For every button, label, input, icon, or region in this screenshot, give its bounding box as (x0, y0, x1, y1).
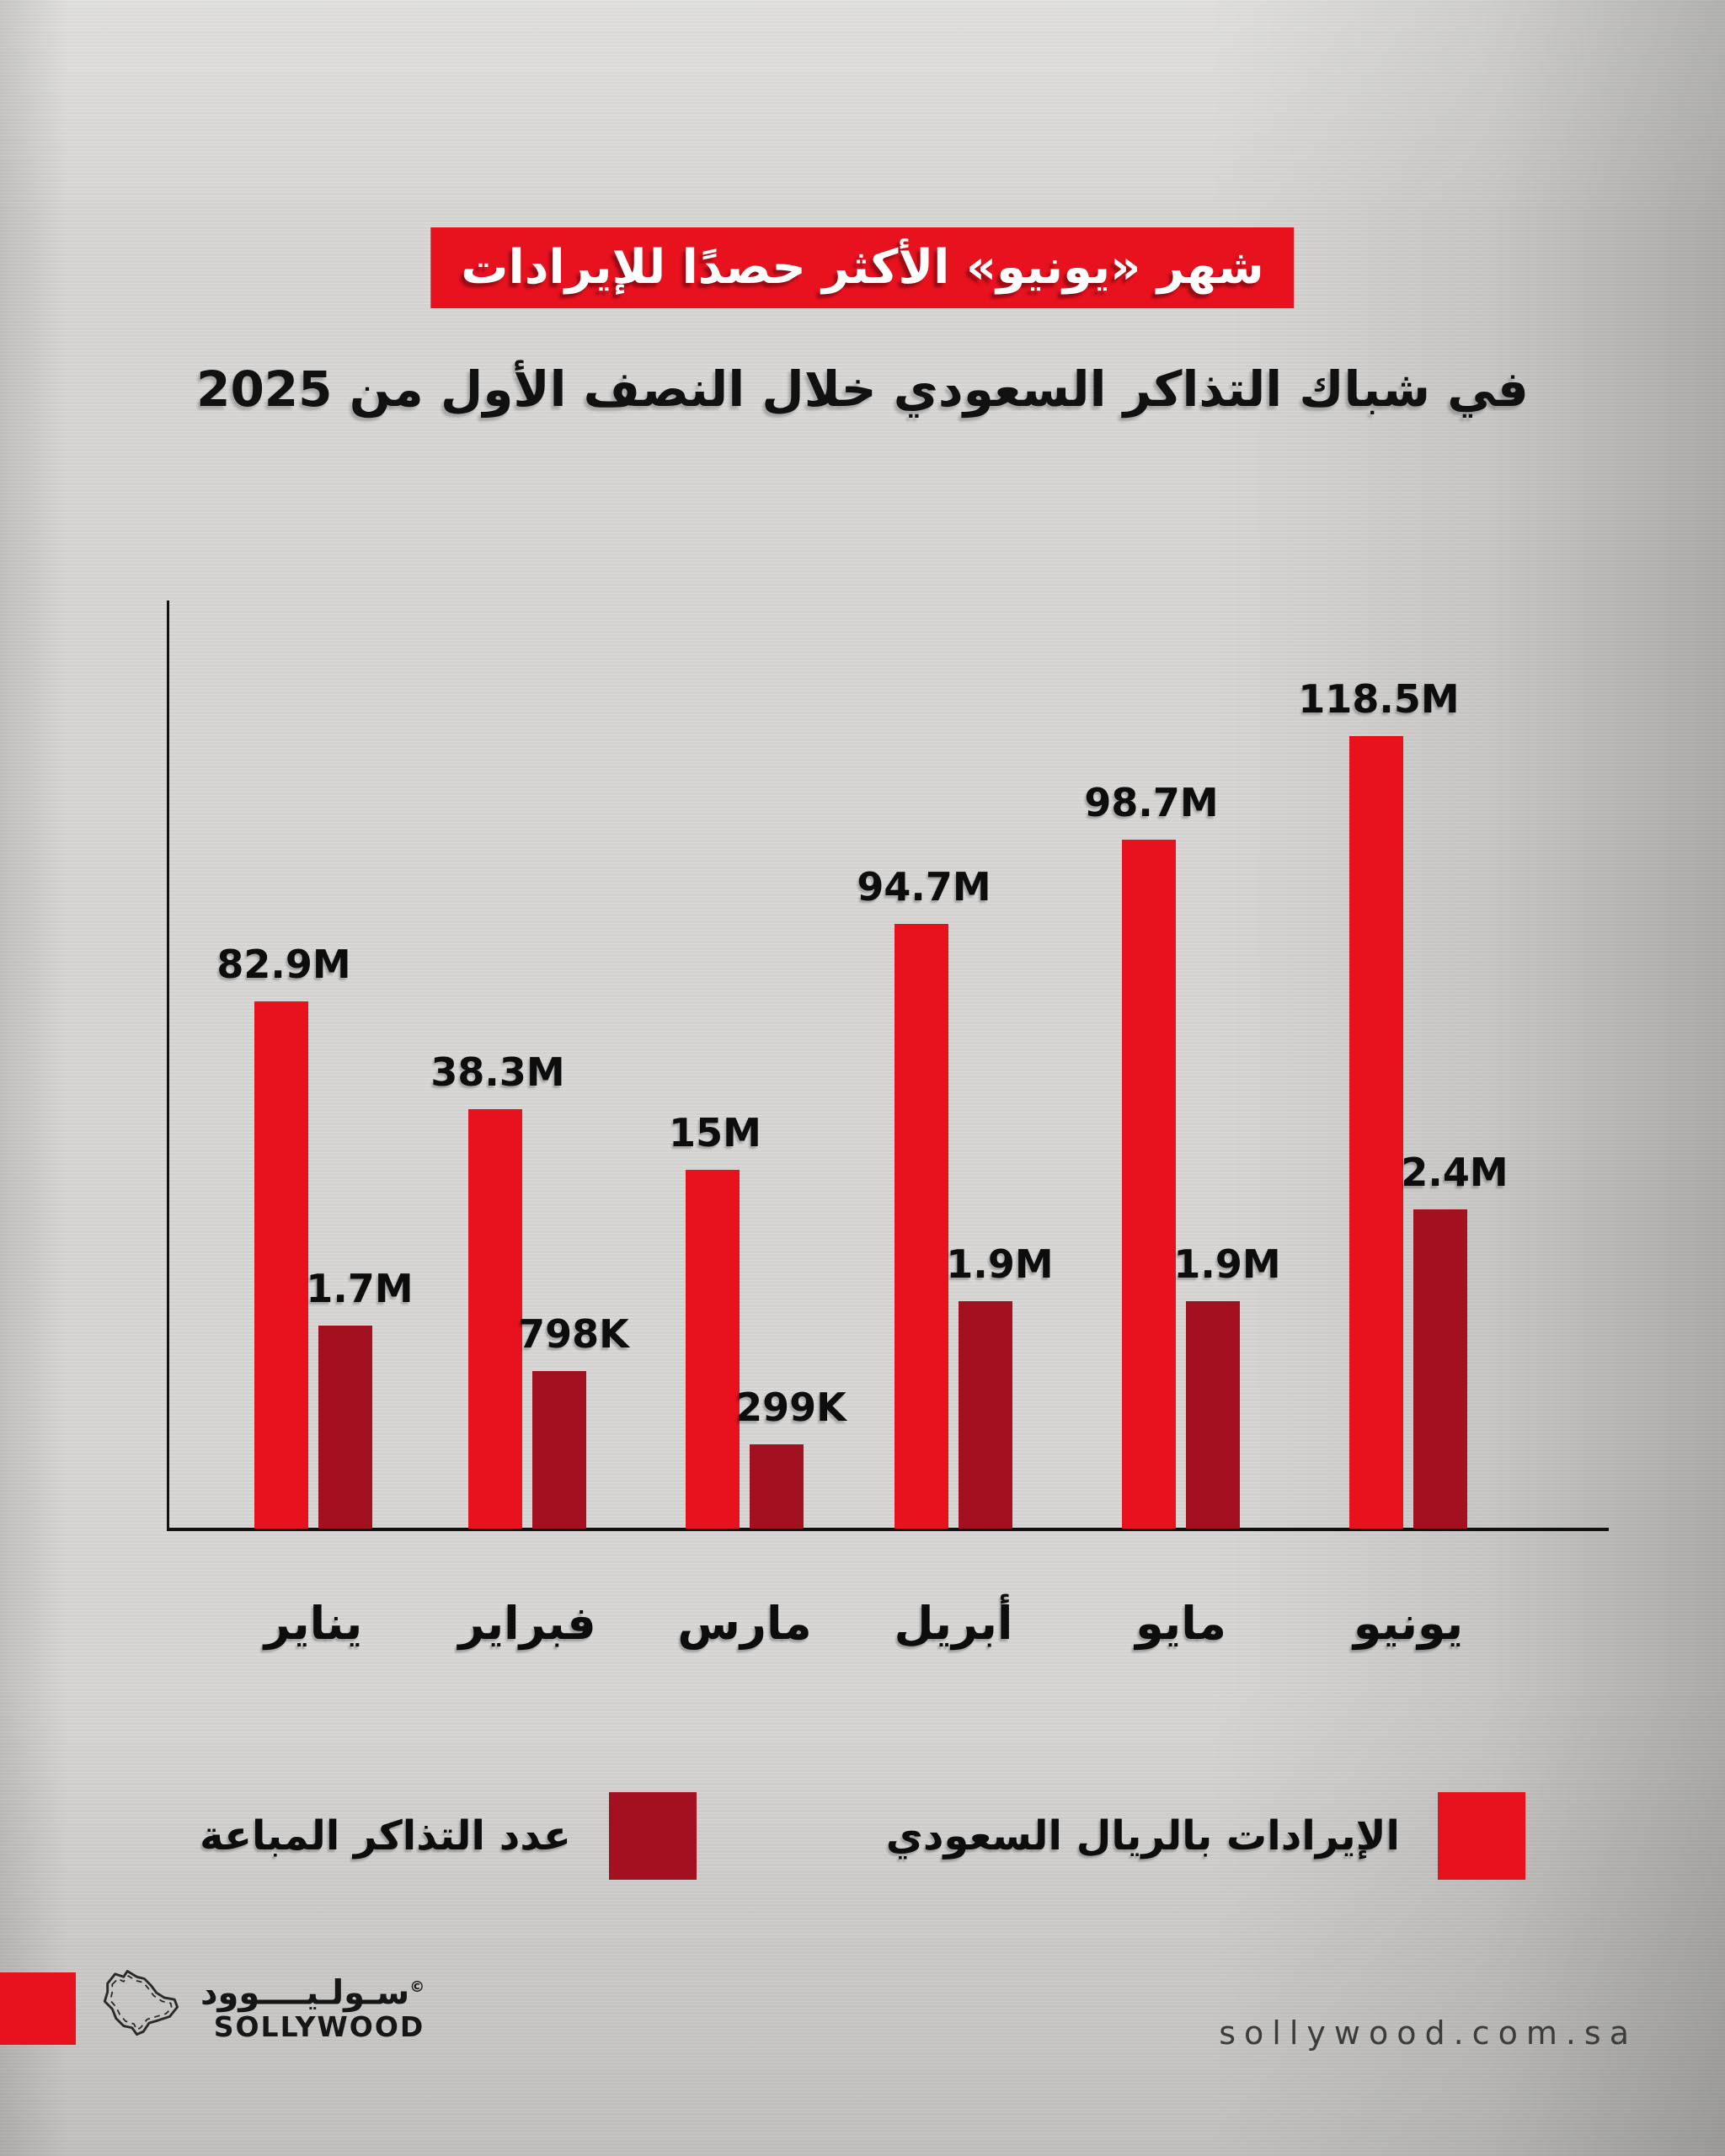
revenue-bar-3 (895, 924, 948, 1529)
tickets-value-label-5: 2.4M (1401, 1150, 1509, 1195)
tickets-value-label-4: 1.9M (1173, 1241, 1281, 1287)
tickets-value-label-2: 299K (735, 1385, 846, 1430)
tickets-bar-1 (532, 1371, 586, 1529)
revenue-value-label-5: 118.5M (1298, 676, 1460, 722)
website-url: sollywood.com.sa (1219, 2015, 1637, 2052)
legend-label-tickets: عدد التذاكر المباعة (200, 1812, 571, 1860)
title-banner (430, 227, 1294, 308)
legend-item-revenue (886, 1792, 1525, 1880)
revenue-value-label-4: 98.7M (1084, 780, 1219, 825)
tickets-value-label-3: 1.9M (946, 1241, 1054, 1287)
legend-swatch-tickets-icon (609, 1792, 697, 1880)
tickets-bar-0 (318, 1326, 372, 1529)
revenue-value-label-1: 38.3M (430, 1049, 565, 1095)
copyright-mark: © (409, 1977, 425, 1996)
month-label-1: فبراير (458, 1597, 596, 1650)
month-label-5: يونيو (1353, 1597, 1464, 1650)
legend-swatch-revenue-icon (1438, 1792, 1525, 1880)
saudi-map-icon (94, 1962, 189, 2050)
tickets-value-label-0: 1.7M (306, 1266, 414, 1311)
revenue-value-label-2: 15M (669, 1110, 761, 1155)
tickets-bar-3 (959, 1301, 1012, 1529)
legend-label-revenue: الإيرادات بالريال السعودي (885, 1812, 1400, 1860)
brand-name-arabic: ©سـولـيــــوود (200, 1973, 425, 2013)
y-axis-line (167, 600, 169, 1529)
page-title: شهر «يونيو» الأكثر حصدًا للإيرادات (461, 240, 1264, 295)
tickets-value-label-1: 798K (518, 1311, 629, 1357)
revenue-bar-5 (1349, 736, 1403, 1529)
legend-item-tickets (200, 1792, 697, 1880)
footer-red-block (0, 1972, 76, 2045)
revenue-bar-1 (468, 1109, 522, 1529)
page-subtitle: في شباك التذاكر السعودي خلال النصف الأول من 2025 (196, 360, 1529, 418)
brand-logo (94, 1962, 425, 2050)
tickets-bar-4 (1186, 1301, 1240, 1529)
tickets-bar-5 (1413, 1209, 1467, 1529)
chart-legend (0, 1792, 1725, 1880)
brand-name-latin: SOLLYWOOD (213, 2010, 425, 2044)
month-label-2: مارس (677, 1597, 812, 1650)
revenue-bar-4 (1122, 840, 1176, 1529)
month-label-3: أبريل (894, 1597, 1013, 1650)
month-label-0: يناير (264, 1597, 363, 1650)
revenue-value-label-0: 82.9M (216, 942, 351, 987)
tickets-bar-2 (750, 1444, 804, 1529)
revenue-bar-0 (254, 1001, 308, 1529)
brand-text (200, 1969, 425, 2043)
revenue-value-label-3: 94.7M (857, 864, 991, 910)
month-label-4: مايو (1135, 1597, 1226, 1650)
revenue-bar-2 (686, 1170, 740, 1529)
